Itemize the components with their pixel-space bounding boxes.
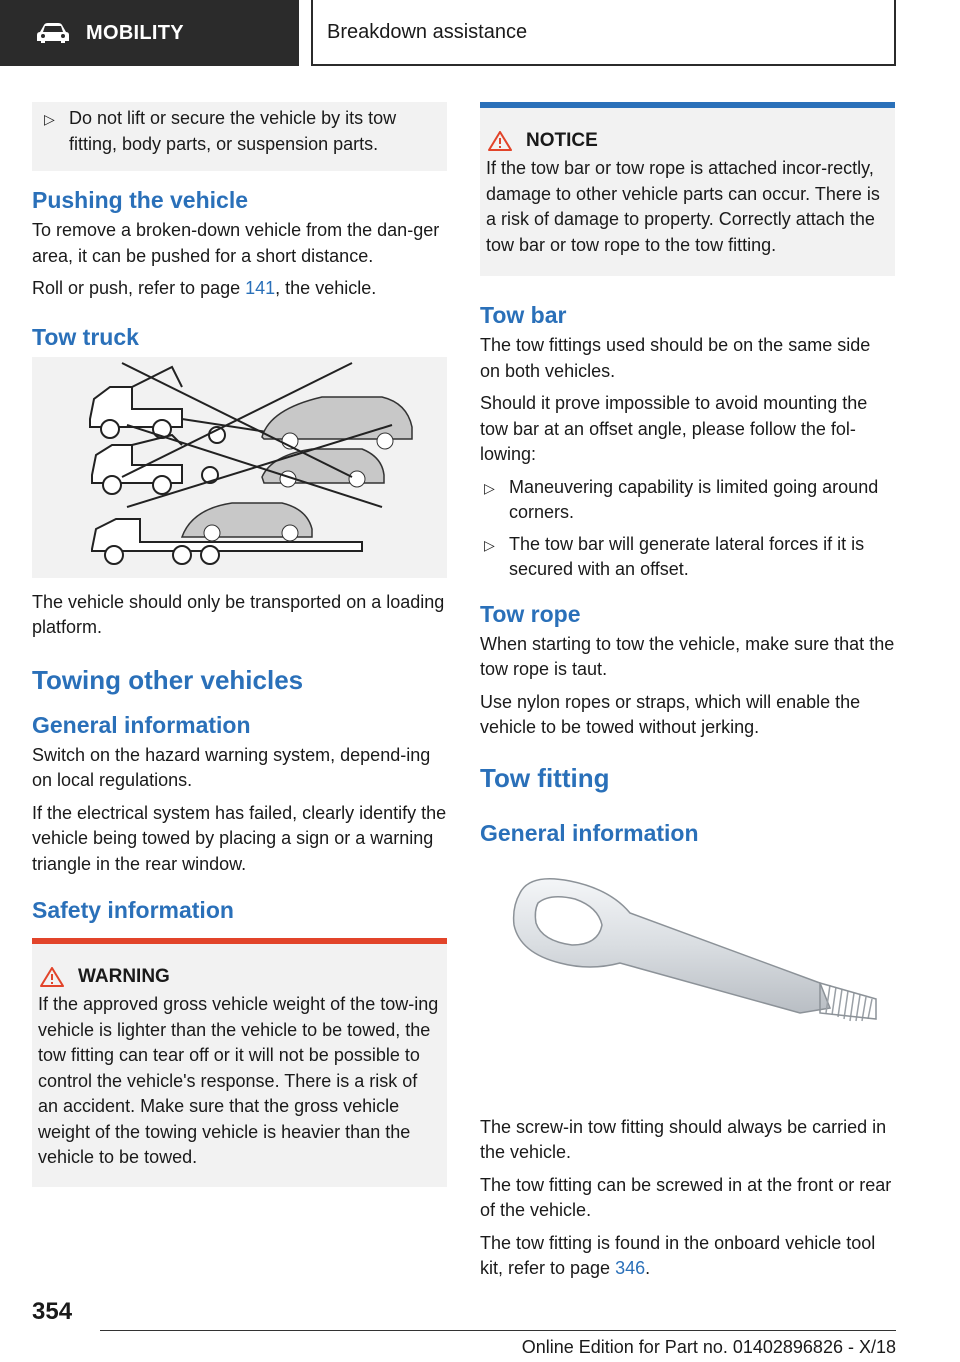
pushing-text-2a: Roll or push, refer to page bbox=[32, 278, 246, 298]
pushing-text-2 bbox=[32, 276, 447, 302]
list-item bbox=[480, 475, 895, 526]
heading-tf-general: General information bbox=[480, 819, 699, 846]
heading-pushing: Pushing the vehicle bbox=[32, 187, 248, 213]
notice-label: NOTICE bbox=[526, 130, 598, 151]
page-link-346[interactable]: 346 bbox=[615, 1258, 646, 1278]
bullet-text: The tow bar will generate lateral forces if it is secured with an offset. bbox=[509, 533, 865, 579]
list-item bbox=[40, 106, 439, 157]
tow-bar-text-1: The tow fittings used should be on the same side on both vehicles. bbox=[480, 335, 871, 381]
tow-truck-illustration bbox=[32, 357, 447, 578]
chapter-header bbox=[311, 0, 896, 66]
top-bullet-box bbox=[32, 102, 447, 171]
bullet-triangle-icon: ▷ bbox=[484, 536, 495, 553]
tf-text-2: The tow fitting can be screwed in at the front or rear of the vehicle. bbox=[480, 1174, 892, 1220]
page-number: 354 bbox=[32, 1298, 73, 1325]
warning-title bbox=[38, 966, 441, 988]
notice-title bbox=[486, 130, 889, 152]
pushing-text-2b: , the vehicle. bbox=[275, 278, 377, 298]
right-column bbox=[480, 102, 895, 1289]
bullet-triangle-icon: ▷ bbox=[484, 479, 495, 496]
tow-fitting-illustration bbox=[480, 853, 895, 1103]
car-icon bbox=[36, 22, 70, 44]
general-text-1: Switch on the hazard warning system, depend‐ing on local regulations. bbox=[32, 744, 431, 790]
bullet-triangle-icon: ▷ bbox=[44, 111, 55, 127]
notice-triangle-icon bbox=[488, 131, 512, 151]
heading-tow-fitting: Tow fitting bbox=[480, 762, 610, 793]
notice-box bbox=[480, 102, 895, 276]
notice-text: If the tow bar or tow rope is attached incor‐rectly, damage to other vehicle parts can occur. There is a risk of damage to property. Correctly attach the tow bar or tow rope to the tow fitting. bbox=[486, 158, 880, 255]
header-section-tab bbox=[0, 0, 299, 66]
section-title: MOBILITY bbox=[86, 21, 184, 44]
footer-edition: Online Edition for Part no. 01402896826 - X/18 bbox=[521, 1337, 896, 1357]
pushing-text-1: To remove a broken-down vehicle from the dan‐ger area, it can be pushed for a short distance. bbox=[32, 220, 440, 266]
page-link-141[interactable]: 141 bbox=[245, 278, 276, 298]
left-column bbox=[32, 102, 447, 1187]
tow-rope-text-2: Use nylon ropes or straps, which will enable the vehicle to be towed without jerking. bbox=[480, 691, 861, 737]
list-item bbox=[480, 532, 895, 583]
warning-triangle-icon bbox=[40, 967, 64, 987]
tow-fitting-image-icon bbox=[480, 853, 895, 1103]
heading-tow-rope: Tow rope bbox=[480, 600, 581, 627]
warning-label: WARNING bbox=[78, 966, 170, 987]
tf-text-3b: . bbox=[645, 1258, 651, 1278]
bullet-text: Maneuvering capability is limited going around corners. bbox=[509, 476, 879, 522]
heading-tow-truck: Tow truck bbox=[32, 323, 139, 350]
heading-tow-bar: Tow bar bbox=[480, 302, 567, 328]
tf-text-3a: The tow fitting is found in the onboard vehicle tool kit, refer to page bbox=[480, 1232, 876, 1278]
bullet-text: Do not lift or secure the vehicle by its tow fitting, body parts, or suspension parts. bbox=[69, 108, 397, 154]
general-text-2: If the electrical system has failed, clearly identify the vehicle being towed by placing a sign or a warning triangle in the rear window. bbox=[32, 802, 447, 874]
tow-truck-text: The vehicle should only be transported on a loading platform. bbox=[32, 591, 445, 637]
tow-truck-diagram-icon bbox=[32, 357, 447, 578]
warning-box bbox=[32, 938, 447, 1187]
heading-general-info: General information bbox=[32, 711, 251, 738]
footer-divider bbox=[100, 1330, 896, 1331]
chapter-title: Breakdown assistance bbox=[327, 20, 528, 43]
warning-text: If the approved gross vehicle weight of the tow‐ing vehicle is lighter than the vehicle to be towed, the tow fitting can tear off or it will not be possible to control the vehicle's response. There is a risk of an accident. Make sure that the gross vehicle weight of the towing vehicle is heavier than the vehicle to be towed. bbox=[38, 994, 439, 1167]
tf-text-3 bbox=[480, 1231, 895, 1282]
heading-safety: Safety information bbox=[32, 897, 234, 923]
tf-text-1: The screw-in tow fitting should always be carried in the vehicle. bbox=[480, 1116, 887, 1162]
heading-towing-other: Towing other vehicles bbox=[32, 664, 304, 695]
tow-bar-text-2: Should it prove impossible to avoid mounting the tow bar at an offset angle, please follow the fol‐lowing: bbox=[480, 393, 868, 464]
tow-rope-text-1: When starting to tow the vehicle, make sure that the tow rope is taut. bbox=[480, 633, 895, 679]
